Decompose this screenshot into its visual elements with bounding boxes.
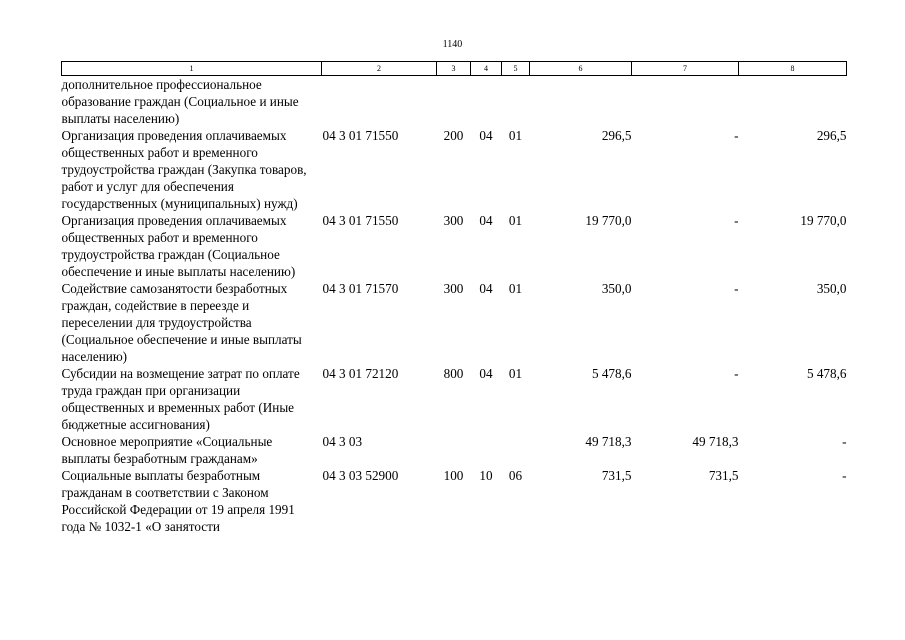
row-rz: 04 [479,366,493,381]
row-code: 04 3 01 71550 [322,213,399,228]
row-name: Субсидии на возмещение затрат по оплате труда граждан при организации общественных и временных работ (Иные бюджетные ассигнования) [61,366,300,432]
row-rz [471,76,502,128]
column-header: 7 [632,62,739,76]
row-total: 19 770,0 [585,213,632,228]
column-header: 4 [471,62,502,76]
row-code [322,76,437,128]
row-total: 731,5 [601,468,632,483]
row-name: Основное мероприятие «Социальные выплаты безработным гражданам» [61,434,273,466]
row-name: дополнительное профессиональное образование граждан (Социальное и иные выплаты населению) [61,77,299,126]
row-col8: 19 770,0 [800,213,847,228]
row-name: Организация проведения оплачиваемых общественных работ и временного трудоустройства граждан (Социальное обеспечение и иные выплаты населению) [61,213,296,279]
row-vr: 800 [443,366,464,381]
table-row [62,76,847,128]
row-total: 49 718,3 [585,434,632,449]
row-vr [437,76,471,128]
table-row [62,433,847,467]
row-col7: - [734,128,739,143]
row-col7: - [734,366,739,381]
row-pr: 01 [508,213,523,228]
row-name: Социальные выплаты безработным гражданам в соответствии с Законом Российской Федерации от 19 апреля 1991 года № 1032-1 «О занятости [61,468,295,534]
row-pr: 01 [508,366,523,381]
row-code: 04 3 03 [322,434,363,449]
budget-table [61,61,847,535]
table-row [62,280,847,365]
row-vr [437,433,471,467]
row-col8: 350,0 [816,281,847,296]
row-total [530,76,632,128]
row-pr [502,76,530,128]
row-col8: 5 478,6 [806,366,847,381]
row-col8 [739,76,847,128]
row-col7: - [734,213,739,228]
row-vr: 100 [443,468,464,483]
column-header: 5 [502,62,530,76]
row-code: 04 3 03 52900 [322,468,399,483]
row-pr: 01 [508,281,523,296]
row-vr: 200 [443,128,464,143]
column-header: 3 [437,62,471,76]
column-header: 6 [530,62,632,76]
row-rz [471,433,502,467]
table-row [62,467,847,535]
row-vr: 300 [443,281,464,296]
row-name: Содействие самозанятости безработных граждан, содействие в переезде и переселении для трудоустройства (Социальное обеспечение и иные выплаты населению) [61,281,302,364]
column-header: 2 [322,62,437,76]
row-col7: - [734,281,739,296]
row-total: 296,5 [601,128,632,143]
row-pr [502,433,530,467]
row-col8: - [842,434,847,449]
row-rz: 04 [479,213,493,228]
column-header: 1 [62,62,322,76]
row-name: Организация проведения оплачиваемых общественных работ и временного трудоустройства граждан (Закупка товаров, работ и услуг для обеспечения государственных (муниципальных) нужд) [61,128,307,211]
row-code: 04 3 01 72120 [322,366,399,381]
row-code: 04 3 01 71570 [322,281,399,296]
row-total: 350,0 [601,281,632,296]
row-col7: 731,5 [708,468,739,483]
row-code: 04 3 01 71550 [322,128,399,143]
row-col8: - [842,468,847,483]
page-number: 1140 [442,39,463,50]
row-pr: 06 [508,468,523,483]
row-col7 [632,76,739,128]
table-row [62,212,847,280]
row-rz: 04 [479,128,493,143]
row-rz: 04 [479,281,493,296]
row-pr: 01 [508,128,523,143]
row-col7: 49 718,3 [692,434,739,449]
row-rz: 10 [479,468,493,483]
table-row [62,127,847,212]
row-col8: 296,5 [816,128,847,143]
column-number-row [62,62,847,76]
row-vr: 300 [443,213,464,228]
row-total: 5 478,6 [591,366,632,381]
table-row [62,365,847,433]
column-header: 8 [739,62,847,76]
